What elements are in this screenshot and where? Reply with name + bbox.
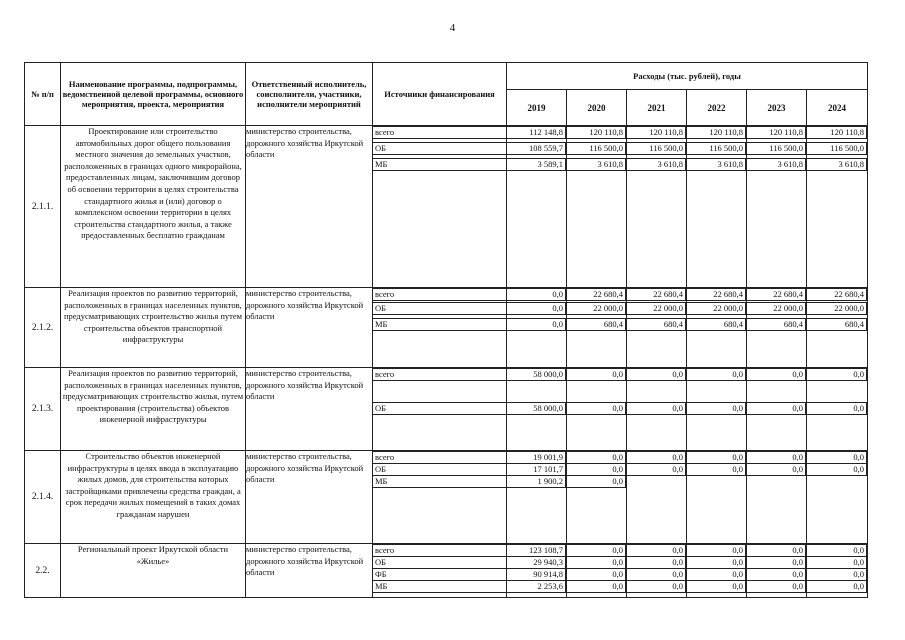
expense-value: 0,0 [687, 368, 746, 381]
expense-year-cell [687, 368, 747, 451]
row-number: 2.1.2. [25, 288, 61, 368]
expense-year-cell [747, 451, 807, 544]
funding-sources-cell [373, 368, 507, 451]
expense-value: 58 000,0 [507, 402, 566, 415]
expense-year-cell [627, 126, 687, 288]
funding-source-label: всего [373, 126, 506, 139]
expense-value: 0,0 [687, 568, 746, 581]
expense-value: 3 610,8 [807, 158, 867, 171]
expense-year-cell [507, 126, 567, 288]
expense-year-cell [807, 368, 868, 451]
expense-value: 0,0 [627, 568, 686, 581]
expense-value: 0,0 [567, 368, 626, 381]
expense-value: 0,0 [567, 568, 626, 581]
expense-value: 0,0 [747, 556, 806, 569]
expense-value: 0,0 [627, 544, 686, 557]
expense-value: 0,0 [507, 318, 566, 331]
expense-value: 0,0 [807, 544, 867, 557]
expense-value: 0,0 [567, 451, 626, 464]
expense-value: 0,0 [627, 580, 686, 593]
expense-value: 0,0 [747, 544, 806, 557]
expense-value: 58 000,0 [507, 368, 566, 381]
funding-source-label: всего [373, 368, 506, 381]
expense-value: 120 110,8 [567, 126, 626, 139]
expense-year-cell [627, 451, 687, 544]
page-number: 4 [449, 22, 456, 34]
expense-value: 22 680,4 [567, 288, 626, 301]
expense-year-cell [807, 451, 868, 544]
header-year-2020: 2020 [567, 90, 627, 126]
expense-value: 680,4 [627, 318, 686, 331]
expense-value: 0,0 [807, 580, 867, 593]
measure-name: Проектирование или строительство автомобильных дорог общего пользования местного значения до земельных участков, расположенных в границах одного микрорайона, предоставленных лицам, заключившим договор об освоении территории в целях строительства стандартного жилья и (или) договор о комплексном освоении территории в целях строительства стандартного жилья, а также предоставленных бесплатно гражданам [61, 126, 246, 288]
expense-value: 22 000,0 [627, 302, 686, 315]
expense-value: 1 900,2 [507, 475, 566, 488]
row-number: 2.1.4. [25, 451, 61, 544]
expense-value: 680,4 [567, 318, 626, 331]
expense-value: 22 000,0 [567, 302, 626, 315]
expense-value: 22 000,0 [687, 302, 746, 315]
funding-source-label: всего [373, 288, 506, 301]
funding-source-label: МБ [373, 318, 506, 331]
funding-source-label: ОБ [373, 463, 506, 476]
expense-value: 0,0 [807, 568, 867, 581]
expense-value: 22 000,0 [747, 302, 806, 315]
expense-value: 0,0 [627, 463, 686, 476]
expense-year-cell [807, 544, 868, 598]
expense-year-cell [567, 368, 627, 451]
header-responsible: Ответственный исполнитель, соисполнители, участники, исполнители мероприятий [246, 63, 373, 126]
expense-value: 0,0 [507, 288, 566, 301]
table-body [25, 126, 868, 598]
row-number: 2.2. [25, 544, 61, 598]
expense-value: 17 101,7 [507, 463, 566, 476]
expense-value: 0,0 [687, 451, 746, 464]
header-num: № п/п [25, 63, 61, 126]
expense-year-cell [567, 288, 627, 368]
funding-source-label: МБ [373, 580, 506, 593]
expense-value: 0,0 [807, 402, 867, 415]
expense-year-cell [627, 544, 687, 598]
expense-value: 3 589,1 [507, 158, 566, 171]
expense-value: 22 680,4 [807, 288, 867, 301]
expense-value: 0,0 [567, 580, 626, 593]
expense-value: 112 148,8 [507, 126, 566, 139]
funding-sources-cell [373, 288, 507, 368]
responsible-executor: министерство строительства, дорожного хозяйства Иркутской области [246, 368, 373, 451]
expense-year-cell [627, 368, 687, 451]
expense-year-cell [627, 288, 687, 368]
expense-year-cell [507, 451, 567, 544]
expense-value: 0,0 [687, 556, 746, 569]
expense-year-cell [507, 368, 567, 451]
expense-year-cell [507, 288, 567, 368]
expense-value: 0,0 [687, 544, 746, 557]
expense-value: 680,4 [807, 318, 867, 331]
funding-sources-cell [373, 126, 507, 288]
header-year-2022: 2022 [687, 90, 747, 126]
responsible-executor: министерство строительства, дорожного хозяйства Иркутской области [246, 451, 373, 544]
expense-value: 0,0 [627, 402, 686, 415]
expense-value: 120 110,8 [687, 126, 746, 139]
expense-year-cell [567, 126, 627, 288]
expense-value: 0,0 [627, 368, 686, 381]
table-row [25, 368, 868, 451]
funding-source-label: всего [373, 451, 506, 464]
expense-value: 22 680,4 [627, 288, 686, 301]
funding-source-label: ФБ [373, 568, 506, 581]
expense-value: 120 110,8 [627, 126, 686, 139]
expense-value: 0,0 [747, 463, 806, 476]
expense-value: 22 680,4 [687, 288, 746, 301]
expense-value: 0,0 [567, 402, 626, 415]
expense-value: 0,0 [687, 463, 746, 476]
expense-value: 2 253,6 [507, 580, 566, 593]
budget-table [24, 62, 868, 598]
expense-year-cell [747, 288, 807, 368]
expense-year-cell [567, 544, 627, 598]
expense-value: 680,4 [747, 318, 806, 331]
expense-year-cell [807, 288, 868, 368]
expense-value: 3 610,8 [747, 158, 806, 171]
funding-source-label: ОБ [373, 402, 506, 415]
header-name: Наименование программы, подпрограммы, ведомственной целевой программы, основного мероприятия, проекта, мероприятия [61, 63, 246, 126]
row-number: 2.1.3. [25, 368, 61, 451]
expense-year-cell [687, 451, 747, 544]
expense-value: 0,0 [687, 580, 746, 593]
table-row [25, 288, 868, 368]
header-year-2021: 2021 [627, 90, 687, 126]
expense-value: 19 001,9 [507, 451, 566, 464]
expense-value: 3 610,8 [687, 158, 746, 171]
expense-value: 0,0 [807, 368, 867, 381]
expense-year-cell [567, 451, 627, 544]
expense-value: 22 000,0 [807, 302, 867, 315]
expense-year-cell [747, 126, 807, 288]
expense-value: 116 500,0 [567, 142, 626, 155]
row-number: 2.1.1. [25, 126, 61, 288]
expense-value: 116 500,0 [747, 142, 806, 155]
funding-sources-cell [373, 544, 507, 598]
header-year-2023: 2023 [747, 90, 807, 126]
funding-source-label: ОБ [373, 142, 506, 155]
expense-value: 0,0 [747, 368, 806, 381]
expense-value: 0,0 [747, 402, 806, 415]
expense-value: 0,0 [567, 556, 626, 569]
funding-source-label: МБ [373, 475, 506, 488]
expense-value: 0,0 [807, 451, 867, 464]
funding-source-label: МБ [373, 158, 506, 171]
table-row [25, 544, 868, 598]
header-year-2019: 2019 [507, 90, 567, 126]
expense-value: 0,0 [747, 580, 806, 593]
expense-value: 0,0 [567, 544, 626, 557]
expense-value: 22 680,4 [747, 288, 806, 301]
expense-value: 0,0 [567, 463, 626, 476]
expense-value: 123 108,7 [507, 544, 566, 557]
expense-value: 90 914,8 [507, 568, 566, 581]
funding-source-label: всего [373, 544, 506, 557]
table-row [25, 451, 868, 544]
expense-value: 108 559,7 [507, 142, 566, 155]
expense-year-cell [687, 544, 747, 598]
table-row [25, 126, 868, 288]
header-expenses: Расходы (тыс. рублей), годы [507, 63, 868, 90]
expense-value: 0,0 [807, 463, 867, 476]
expense-value: 0,0 [747, 451, 806, 464]
funding-sources-cell [373, 451, 507, 544]
expense-value: 0,0 [807, 556, 867, 569]
expense-value: 0,0 [627, 556, 686, 569]
header-source: Источники финансирования [373, 63, 507, 126]
expense-value: 116 500,0 [627, 142, 686, 155]
measure-name: Строительство объектов инженерной инфраструктуры в целях ввода в эксплуатацию жилых домов, для строительства которых застройщиками привлечены средства граждан, а срок передачи жилых помещений в таких домах гражданам нарушен [61, 451, 246, 544]
measure-name: Реализация проектов по развитию территорий, расположенных в границах населенных пунктов, предусматривающих строительство жилья, путем проектирования (строительства) объектов инженерной инфраструктуры [61, 368, 246, 451]
expense-value: 3 610,8 [567, 158, 626, 171]
measure-name: Региональный проект Иркутской области «Жилье» [61, 544, 246, 598]
expense-value: 29 940,3 [507, 556, 566, 569]
expense-year-cell [747, 544, 807, 598]
responsible-executor: министерство строительства, дорожного хозяйства Иркутской области [246, 288, 373, 368]
expense-value: 120 110,8 [747, 126, 806, 139]
responsible-executor: министерство строительства, дорожного хозяйства Иркутской области [246, 544, 373, 598]
expense-year-cell [687, 288, 747, 368]
expense-value: 0,0 [567, 475, 626, 488]
expense-year-cell [807, 126, 868, 288]
expense-value: 116 500,0 [807, 142, 867, 155]
funding-source-label: ОБ [373, 556, 506, 569]
expense-year-cell [747, 368, 807, 451]
expense-value: 120 110,8 [807, 126, 867, 139]
expense-year-cell [507, 544, 567, 598]
expense-value: 680,4 [687, 318, 746, 331]
header-year-2024: 2024 [807, 90, 868, 126]
expense-value: 0,0 [627, 451, 686, 464]
expense-year-cell [687, 126, 747, 288]
expense-value: 0,0 [507, 302, 566, 315]
expense-value: 3 610,8 [627, 158, 686, 171]
funding-source-label: ОБ [373, 302, 506, 315]
expense-value: 0,0 [687, 402, 746, 415]
measure-name: Реализация проектов по развитию территорий, расположенных в границах населенных пунктов, предусматривающих строительство жилья путем строительства объектов транспортной инфраструктуры [61, 288, 246, 368]
responsible-executor: министерство строительства, дорожного хозяйства Иркутской области [246, 126, 373, 288]
expense-value: 0,0 [747, 568, 806, 581]
expense-value: 116 500,0 [687, 142, 746, 155]
